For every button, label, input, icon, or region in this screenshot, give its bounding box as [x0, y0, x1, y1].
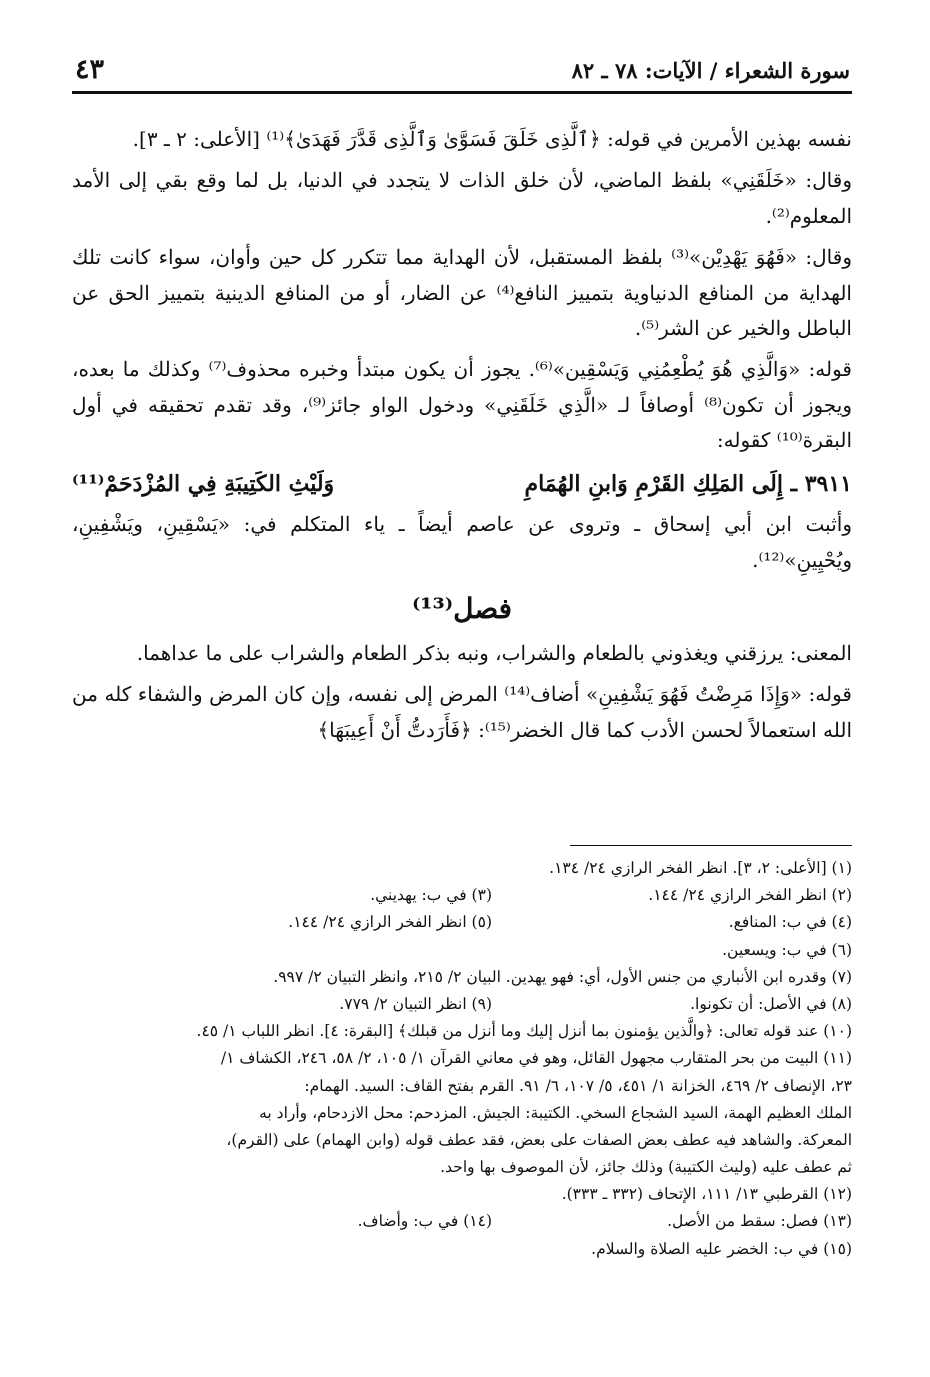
paragraph: قوله: «وَإِذَا مَرِضْتُ فَهُوَ يَشْفِينِ» أضاف⁽¹⁴⁾ المرض إلى نفسه، وإن كان المرض والشفاء كله من الله استعمالاً لحسن الأدب كما قال الخضر⁽¹⁵⁾: ﴿فَأَرَدتُّ أَنْ أَعِيبَهَا﴾: [72, 682, 852, 742]
page-number: ٤٣: [75, 54, 105, 85]
main-text: [72, 122, 852, 754]
poetry-verse: [72, 465, 852, 504]
footnote: (٥) انظر الفخر الرازي ٢٤/ ١٤٤.: [288, 913, 492, 932]
footnote: (١٤) في ب: وأضاف.: [357, 1212, 492, 1231]
verse-first-hemistich: ٣٩١١ ـ إِلَى المَلِكِ القَرْمِ وَابنِ الهُمَامِ: [524, 470, 852, 497]
footnote-continuation: الملك العظيم الهمة، السيد الشجاع السخي. الكتيبة: الجيش. المزدحم: محل الازدحام، وأراد به: [259, 1103, 852, 1122]
section-heading: فصل⁽¹³⁾: [411, 592, 513, 626]
verse-second-hemistich: وَلَيْثِ الكَتِيبَةِ فِي المُزْدَحَمْ⁽¹¹⁾: [72, 470, 335, 497]
paragraph: وقال: «خَلَقَنِي» بلفظ الماضي، لأن خلق الذات لا يتجدد في الدنيا، بل لما وقع بقي إلى الأمد المعلوم⁽²⁾.: [72, 168, 852, 228]
paragraph: وأثبت ابن أبي إسحاق ـ وتروى عن عاصم أيضاً ـ ياء المتكلم في: «يَسْقِينِ، ويَشْفِينِ، ويُحْيِينِ»⁽¹²⁾.: [72, 512, 852, 572]
footnote: (٤) في ب: المنافع.: [728, 913, 852, 932]
footnote-row: [72, 991, 852, 1018]
footnote: (٩) انظر التبيان ٢/ ٧٧٩.: [339, 994, 492, 1013]
running-header: [75, 52, 850, 92]
footnote: (٨) في الأصل: أن تكونوا.: [690, 994, 852, 1013]
paragraph: قوله: «وَالَّذِي هُوَ يُطْعِمُنِي وَيَسْقِين»⁽⁶⁾. يجوز أن يكون مبتدأ وخبره محذوف⁽⁷⁾ وكذلك ما بعده، ويجوز أن تكون⁽⁸⁾ أوصافاً لـ «الَّذِي خَلَقَنِي» ودخول الواو جائز⁽⁹⁾، وقد تقدم تحقيقه في أول البقرة⁽¹⁰⁾ كقوله:: [72, 357, 852, 453]
paragraph: المعنى: يرزقني ويغذوني بالطعام والشراب، ونبه بذكر الطعام والشراب على ما عداهما.: [136, 640, 852, 665]
footnote: (١٥) في ب: الخضر عليه الصلاة والسلام.: [591, 1239, 852, 1258]
paragraph: وقال: «فَهُوَ يَهْدِيْن»⁽³⁾ بلفظ المستقبل، لأن الهداية مما تتكرر كل حين وأوان، سواء كانت تلك الهداية من المنافع الدنياوية بتمييز النافع⁽⁴⁾ عن الضار، أو من المنافع الدينية بتمييز الحق عن الباطل والخير عن الشر⁽⁵⁾.: [72, 245, 852, 340]
footnote-rule: [570, 845, 852, 846]
header-rule: [72, 91, 852, 94]
footnote-row: [72, 882, 852, 909]
footnote: (٧) وقدره ابن الأنباري من جنس الأول، أي: فهو يهدين. البيان ٢/ ٢١٥، وانظر التبيان ٢/ ٩٩٧.: [273, 967, 852, 986]
footnote-row: [72, 909, 852, 936]
footnote: (٦) في ب: ويسعين.: [722, 940, 852, 959]
footnote: (١٣) فصل: سقط من الأصل.: [667, 1212, 852, 1231]
footnote: (٣) في ب: يهديني.: [370, 886, 492, 905]
footnote: (١٢) القرطبي ١٣/ ١١١، الإتحاف (٣٣٢ ـ ٣٣٣).: [561, 1185, 852, 1204]
paragraph: نفسه بهذين الأمرين في قوله: ﴿ٱلَّذِى خَلَقَ فَسَوَّىٰ وَٱلَّذِى قَدَّرَ فَهَدَىٰ﴾⁽¹⁾ [الأعلى: ٢ ـ ٣].: [132, 127, 852, 151]
footnote: (٢) انظر الفخر الرازي ٢٤/ ١٤٤.: [648, 886, 852, 905]
footnote: (١) [الأعلى: ٢، ٣]. انظر الفخر الرازي ٢٤/ ١٣٤.: [549, 859, 852, 877]
footnote-row: [72, 1208, 852, 1235]
footnote: (١٠) عند قوله تعالى: ﴿والَّذين يؤمنون بما أنزل إليك وما أنزل من قبلك﴾ [البقرة: ٤]. انظر اللباب ١/ ٤٥.: [196, 1022, 852, 1041]
footnote-continuation: ٢٣، الإنصاف ٢/ ٤٦٩، الخزانة ١/ ٤٥١، ٥/ ١٠٧، ٦/ ٩١. القرم بفتح القاف: السيد. الهمام:: [304, 1076, 852, 1095]
footnotes: [72, 855, 852, 1263]
footnote-continuation: المعركة. والشاهد فيه عطف بعض الصفات على بعض، فقد عطف قوله (وابن الهمام) على (القرم)،: [226, 1130, 852, 1149]
footnote: (١١) البيت من بحر المتقارب مجهول القائل، وهو في معاني القرآن ١/ ١٠٥، ٢/ ٥٨، ٢٤٦، الكشاف ١/: [220, 1049, 852, 1068]
footnote-continuation: ثم عطف عليه (وليث الكتيبة) وذلك جائز، لأن الموصوف بها واحد.: [440, 1158, 852, 1177]
running-title: سورة الشعراء / الآيات: ٧٨ ـ ٨٢: [571, 58, 850, 83]
